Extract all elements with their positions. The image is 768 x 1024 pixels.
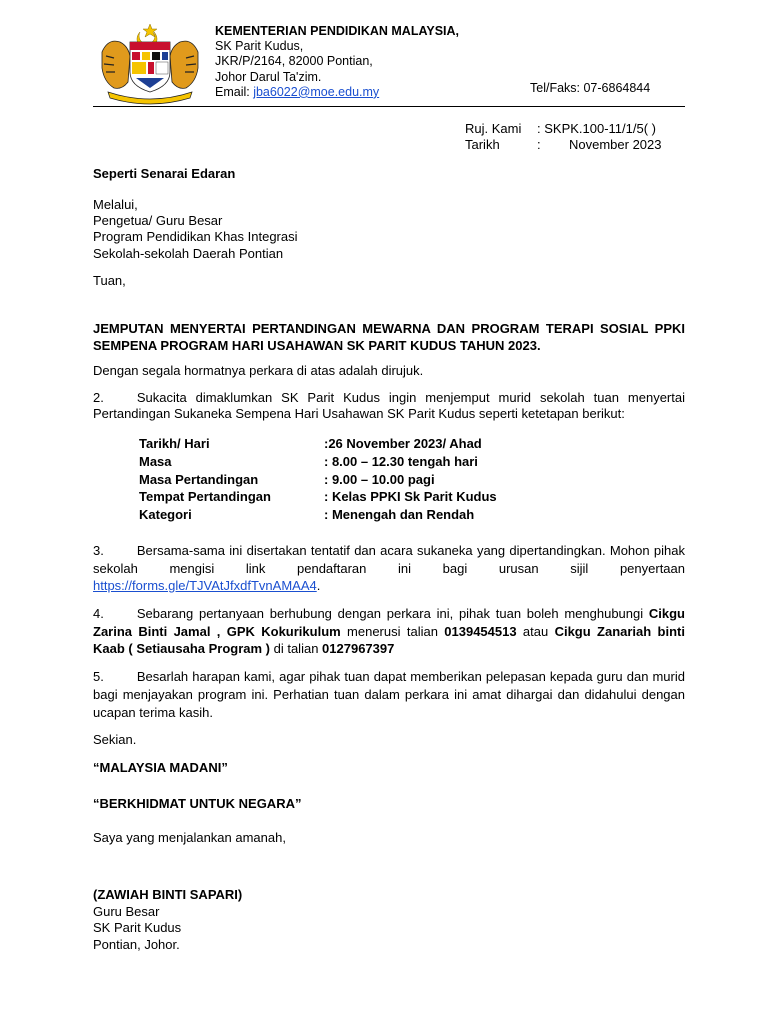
date-label: Tarikh	[465, 137, 500, 152]
date-separator: :	[537, 137, 541, 152]
signatory-place: Pontian, Johor.	[93, 936, 180, 952]
subject-heading: JEMPUTAN MENYERTAI PERTANDINGAN MEWARNA DAN PROGRAM TERAPI SOSIAL PPKI SEMPENA PROGRAM HARI USAHAWAN SK PARIT KUDUS TAHUN 2023.	[93, 321, 685, 353]
paragraph-5	[93, 668, 685, 722]
paragraph-4-text: atau	[516, 623, 555, 639]
detail-row	[139, 488, 497, 506]
recipient-via: Melalui,	[93, 197, 138, 212]
paragraph-4-number: 4.	[93, 606, 104, 621]
letterhead-divider	[93, 106, 685, 107]
detail-value: : 9.00 – 10.00 pagi	[324, 471, 435, 487]
recipient-heading: Seperti Senarai Edaran	[93, 166, 236, 181]
email-link[interactable]: jba6022@moe.edu.my	[253, 84, 380, 99]
closing: Sekian.	[93, 732, 137, 747]
coat-of-arms-icon	[94, 22, 206, 106]
slogan-malaysia-madani: “MALAYSIA MADANI”	[93, 760, 228, 775]
ref-label: Ruj. Kami	[465, 121, 522, 136]
phone-1: 0139454513	[444, 623, 517, 639]
ministry-name: KEMENTERIAN PENDIDIKAN MALAYSIA,	[215, 24, 460, 38]
paragraph-4	[93, 605, 685, 658]
detail-row	[139, 506, 497, 524]
detail-key: Tarikh/ Hari	[139, 436, 210, 451]
paragraph-3	[93, 542, 685, 595]
paragraph-2-number: 2.	[93, 390, 104, 405]
recipient-line-3: Sekolah-sekolah Daerah Pontian	[93, 245, 284, 261]
ref-value: : SKPK.100-11/1/5( )	[537, 121, 656, 136]
detail-row	[139, 435, 497, 453]
detail-row	[139, 453, 497, 471]
paragraph-4-text: menerusi talian	[340, 623, 445, 639]
salutation: Tuan,	[93, 273, 126, 288]
recipient-line-2: Program Pendidikan Khas Integrasi	[93, 229, 298, 245]
trust-line: Saya yang menjalankan amanah,	[93, 830, 286, 845]
detail-value: : Kelas PPKI Sk Parit Kudus	[324, 489, 497, 505]
paragraph-4-text: di talian	[270, 641, 323, 656]
recipient-line-1: Pengetua/ Guru Besar	[93, 213, 223, 229]
recipient-block	[93, 197, 685, 262]
detail-value: :26 November 2023/ Ahad	[324, 436, 482, 451]
detail-key: Kategori	[139, 507, 192, 523]
opening-line: Dengan segala hormatnya perkara di atas adalah dirujuk.	[93, 363, 424, 378]
registration-link[interactable]: https://forms.gle/TJVAtJfxdfTvnAMAA4	[93, 578, 317, 593]
detail-key: Masa Pertandingan	[139, 471, 259, 487]
paragraph-4-text: Sebarang pertanyaan berhubung dengan perkara ini, pihak tuan boleh menghubungi	[136, 606, 649, 621]
detail-key: Masa	[139, 453, 172, 469]
ref-row	[465, 121, 662, 137]
paragraph-5-text: Besarlah harapan kami, agar pihak tuan dapat memberikan pelepasan kepada guru dan murid bagi menjayakan program ini. Perhatian tuan dalam perkara ini amat dihargai dan didahului dengan ucapan terima kasih.	[93, 669, 685, 720]
slogan-berkhidmat: “BERKHIDMAT UNTUK NEGARA”	[93, 796, 302, 811]
date-value: November 2023	[569, 137, 662, 152]
email-label: Email:	[215, 84, 254, 99]
school-name: SK Parit Kudus,	[215, 39, 304, 54]
detail-row	[139, 471, 497, 489]
date-row	[465, 137, 662, 153]
detail-value: : Menengah dan Rendah	[324, 507, 475, 523]
paragraph-3-number: 3.	[93, 543, 104, 558]
tel-fax: Tel/Faks: 07-6864844	[530, 81, 651, 95]
paragraph-3-text: Bersama-sama ini disertakan tentatif dan acara sukaneka yang dipertandingkan. Mohon pihak sekolah mengisi link pendaftaran ini bagi urusan sijil penyertaan	[93, 543, 685, 576]
paragraph-3-end: .	[316, 578, 321, 593]
contact-2: Cikgu Zanariah binti Kaab ( Setiausaha Program )	[93, 623, 685, 656]
detail-value: : 8.00 – 12.30 tengah hari	[324, 453, 478, 469]
detail-key: Tempat Pertandingan	[139, 489, 271, 505]
signatory-title: Guru Besar	[93, 903, 160, 919]
signature-block	[93, 887, 242, 953]
paragraph-5-number: 5.	[93, 669, 104, 684]
paragraph-2-text: Sukacita dimaklumkan SK Parit Kudus ingin menjemput murid sekolah tuan menyertai Pertandingan Sukaneka Sempena Hari Usahawan SK Parit Kudus seperti ketetapan berikut:	[93, 390, 685, 422]
contact-1: Cikgu Zarina Binti Jamal , GPK Kokurikulum	[93, 606, 685, 639]
event-details	[139, 435, 497, 524]
signatory-name: (ZAWIAH BINTI SAPARI)	[93, 887, 243, 902]
email-line	[215, 85, 459, 100]
address-line-2: Johor Darul Ta'zim.	[215, 69, 322, 84]
phone-2: 0127967397	[322, 641, 395, 656]
address-line-1: JKR/P/2164, 82000 Pontian,	[215, 54, 373, 69]
paragraph-2	[93, 390, 685, 422]
signatory-school: SK Parit Kudus	[93, 920, 182, 936]
letterhead	[215, 24, 459, 100]
reference-block	[465, 121, 662, 153]
